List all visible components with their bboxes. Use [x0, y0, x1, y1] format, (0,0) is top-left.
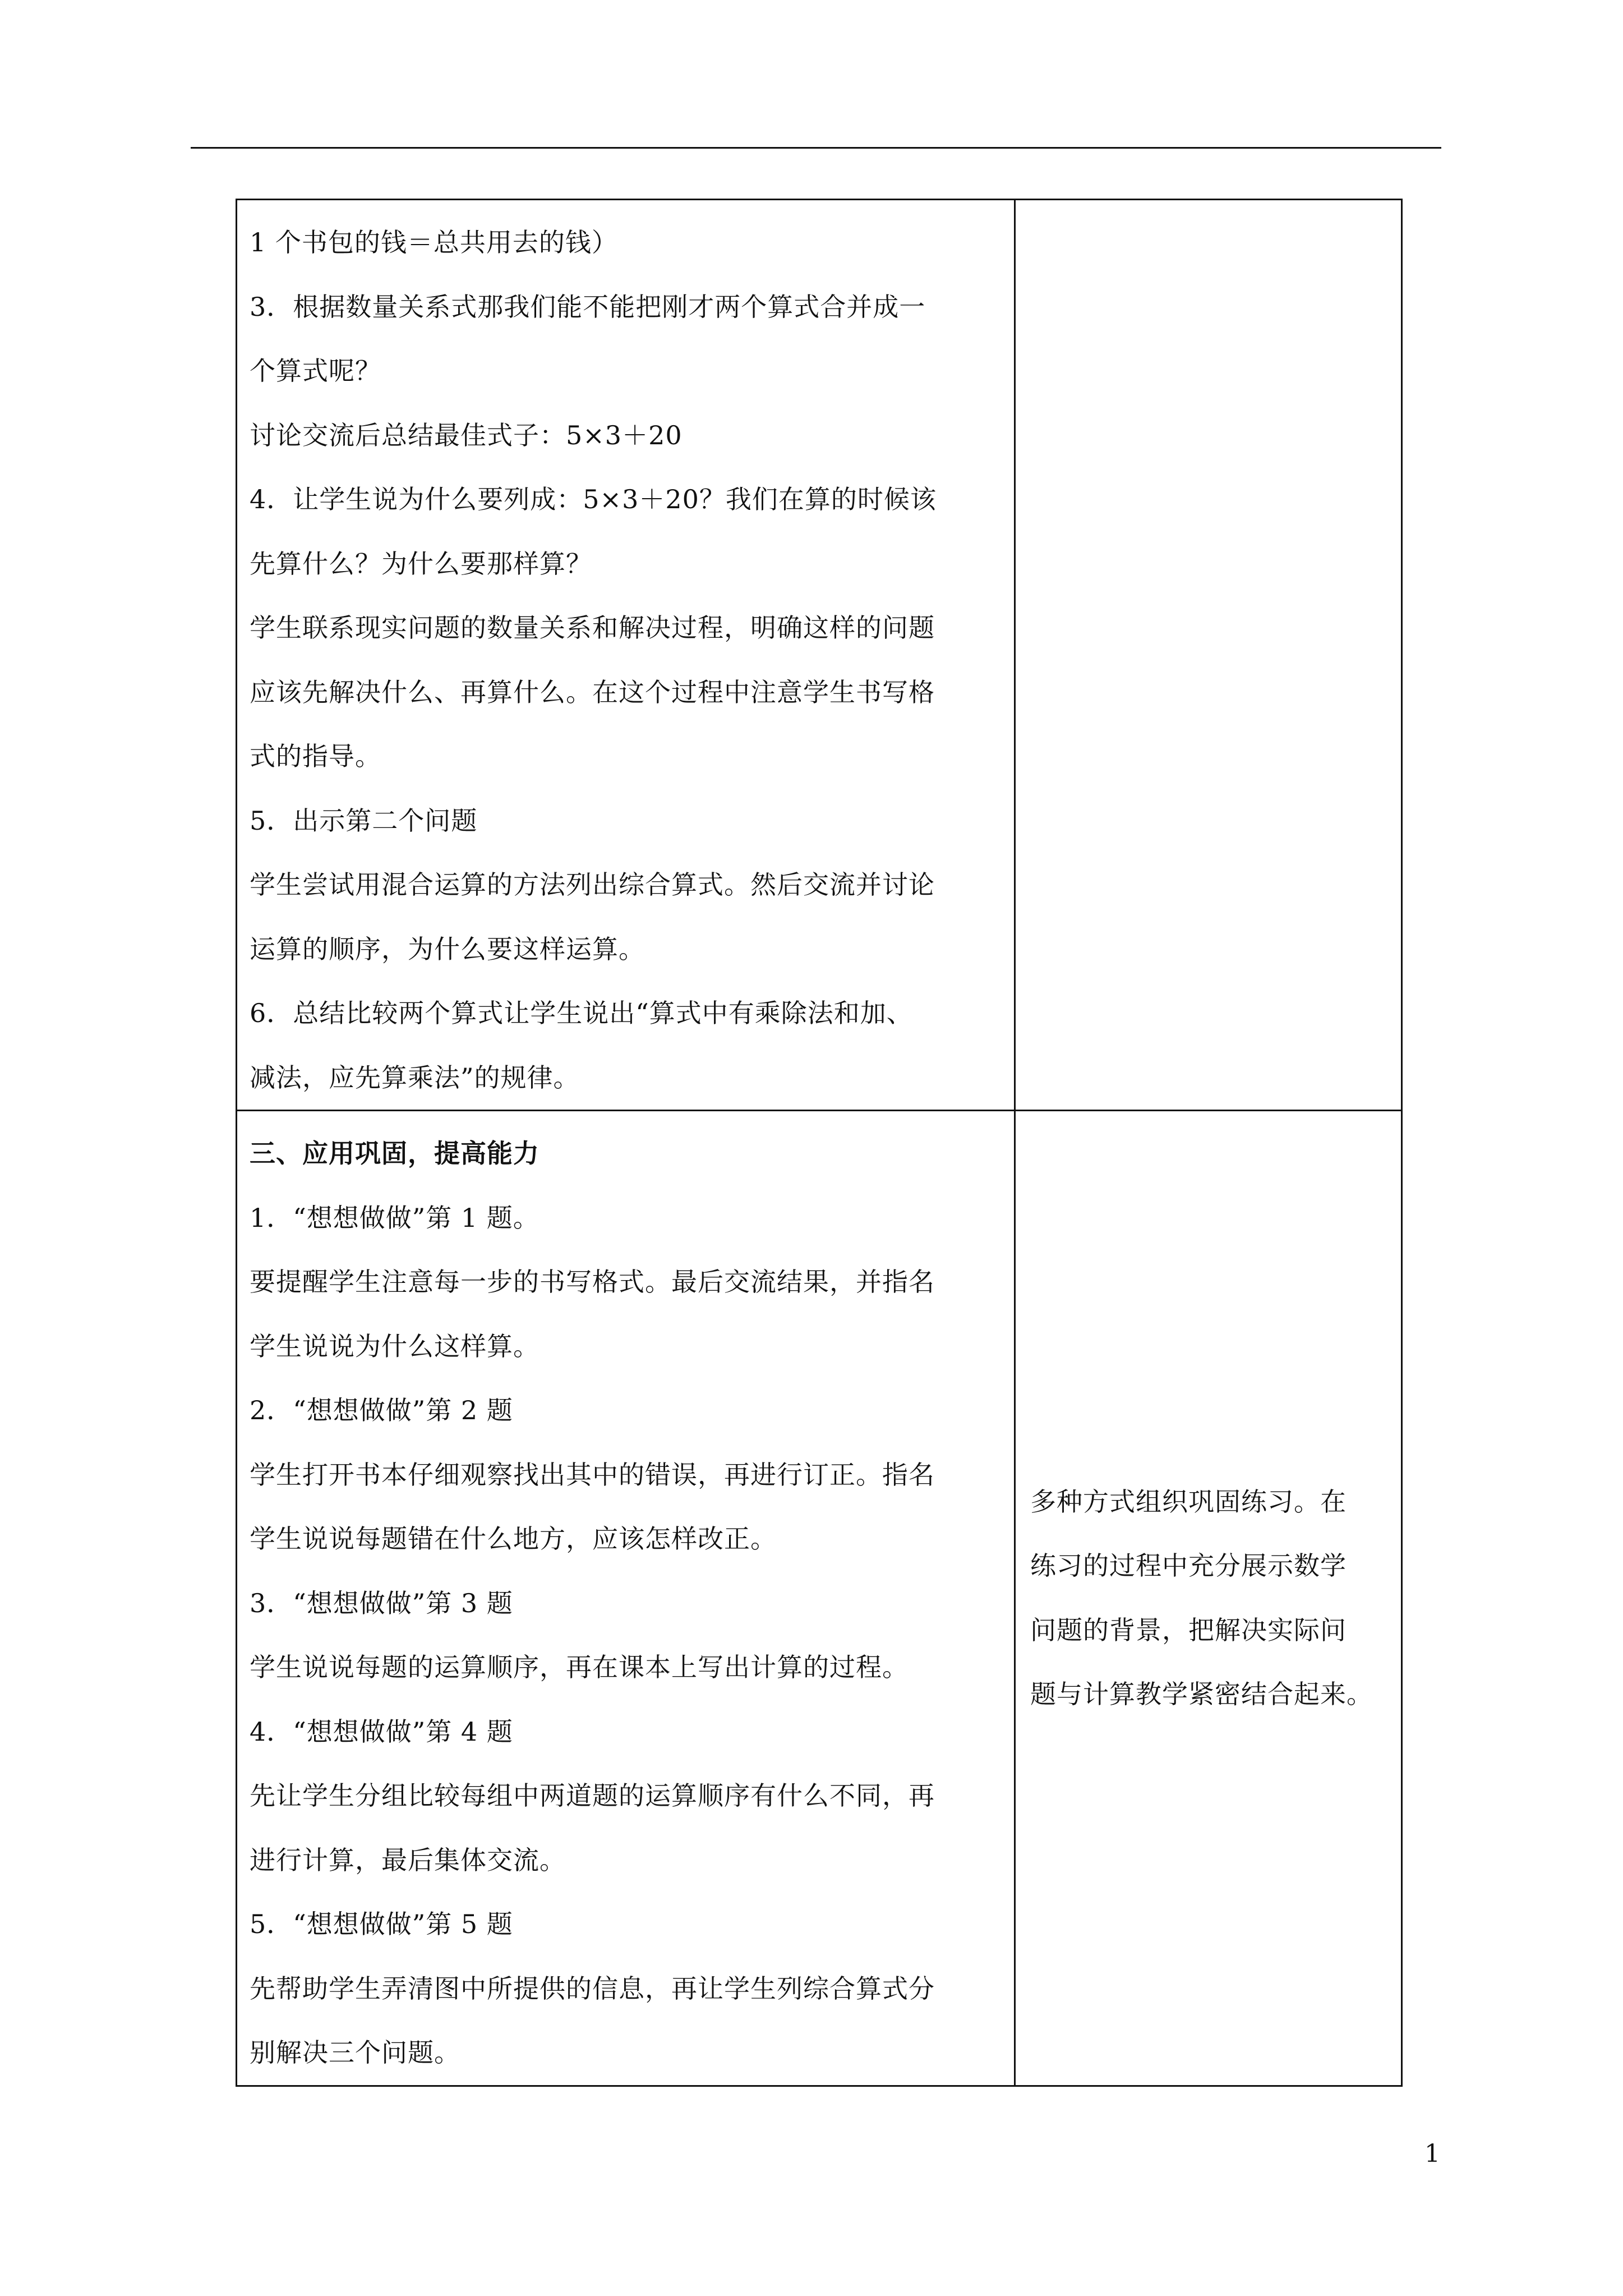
design-intent-cell [1015, 1111, 1402, 2086]
text-line: 3．“想想做做”第 3 题 [250, 1588, 513, 1618]
text-line: 讨论交流后总结最佳式子：5×3＋20 [250, 420, 683, 450]
side-text-line: 练习的过程中充分展示数学 [1030, 1550, 1347, 1581]
text-line: 进行计算，最后集体交流。 [250, 1844, 566, 1875]
text-line: 1．“想想做做”第 1 题。 [250, 1202, 540, 1233]
text-line: 式的指导。 [250, 741, 381, 771]
text-line: 5．出示第二个问题 [250, 805, 478, 836]
text-line: 学生尝试用混合运算的方法列出综合算式。然后交流并讨论 [250, 869, 935, 900]
text-line: 别解决三个问题。 [250, 2037, 460, 2068]
text-line: 学生联系现实问题的数量关系和解决过程，明确这样的问题 [250, 613, 935, 643]
table-row [237, 1111, 1402, 2086]
process-cell [237, 200, 1015, 1111]
text-line: 3．根据数量关系式那我们能不能把刚才两个算式合并成一 [250, 291, 926, 322]
text-line: 运算的顺序，为什么要这样运算。 [250, 933, 645, 964]
page-number: 1 [1424, 2139, 1440, 2168]
side-text-line: 多种方式组织巩固练习。在 [1030, 1486, 1347, 1517]
text-line: 减法，应先算乘法”的规律。 [250, 1062, 580, 1093]
text-line: 学生说说每题的运算顺序，再在课本上写出计算的过程。 [250, 1652, 909, 1682]
text-line: 应该先解决什么、再算什么。在这个过程中注意学生书写格 [250, 677, 935, 707]
design-intent-cell-empty [1015, 200, 1402, 1111]
text-line: 先帮助学生弄清图中所提供的信息，再让学生列综合算式分 [250, 1973, 935, 2004]
text-line: 4．让学生说为什么要列成：5×3＋20？我们在算的时候该 [250, 484, 937, 514]
text-line: 先让学生分组比较每组中两道题的运算顺序有什么不同，再 [250, 1780, 935, 1811]
text-line: 学生打开书本仔细观察找出其中的错误，再进行订正。指名 [250, 1459, 935, 1490]
text-line: 5．“想想做做”第 5 题 [250, 1909, 513, 1939]
side-text-line: 问题的背景，把解决实际问 [1030, 1614, 1347, 1645]
header-rule [191, 147, 1441, 149]
text-line: 先算什么？为什么要那样算？ [250, 548, 592, 579]
text-line: 要提醒学生注意每一步的书写格式。最后交流结果，并指名 [250, 1267, 935, 1297]
table-row [237, 200, 1402, 1111]
text-line: 2．“想想做做”第 2 题 [250, 1395, 513, 1425]
section-heading: 三、应用巩固，提高能力 [250, 1138, 540, 1168]
text-line: 个算式呢？ [250, 356, 381, 386]
lesson-plan-table [236, 199, 1403, 2087]
text-line: 学生说说为什么这样算。 [250, 1331, 540, 1361]
text-line: 4．“想想做做”第 4 题 [250, 1716, 513, 1747]
text-line: 学生说说每题错在什么地方，应该怎样改正。 [250, 1524, 777, 1554]
side-text-line: 题与计算教学紧密结合起来。 [1030, 1679, 1373, 1710]
text-line: 6．总结比较两个算式让学生说出“算式中有乘除法和加、 [250, 998, 913, 1028]
process-cell [237, 1111, 1015, 2086]
text-line: 1 个书包的钱＝总共用去的钱） [250, 227, 618, 257]
